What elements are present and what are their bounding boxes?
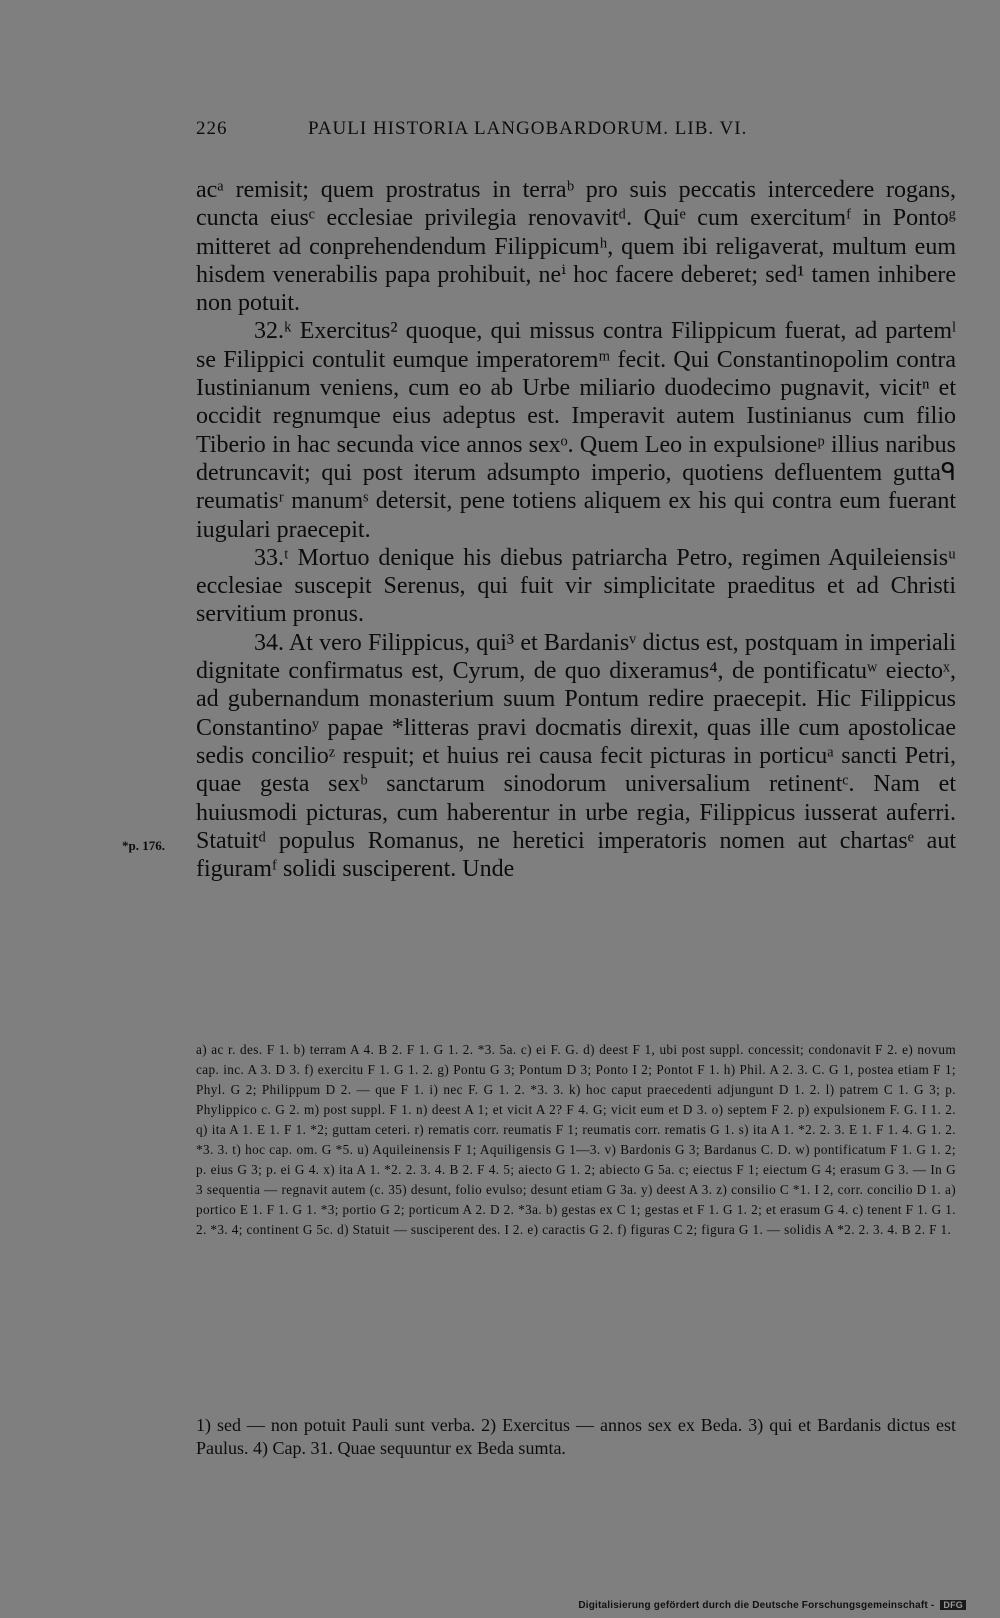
notes-text: 1) sed — non potuit Pauli sunt verba. 2) Exercitus — annos sex ex Beda. 3) qui et Bardanis dictus est Paulus. 4) Cap. 31. Quae sequuntur ex Beda sumta. — [196, 1415, 956, 1458]
running-title: PAULI HISTORIA LANGOBARDORUM. LIB. VI. — [308, 118, 748, 139]
dfg-logo: DFG — [940, 1600, 966, 1610]
paragraph-32: 32.ᵏ Exercitus² quoque, qui missus contra Filippicum fuerat, ad partemˡ se Filippici contulit eumque imperatoremᵐ fecit. Qui Constantinopolim contra Iustinianum veniens, cum eo ab Urbe miliario duodecimo pugnavit, vicitⁿ et occidit regnumque eius adeptus est. Imperavit autem Iustinianus cum filio Tiberio in hac secunda vice annos sexᵒ. Quem Leo in expulsioneᵖ illius naribus detruncavit; qui post iterum adsumpto imperio, quotiens defluentem guttaᑫ reumatisʳ manumˢ detersit, pene totiens aliquem ex his qui contra eum fuerant iugulari praecepit. — [196, 318, 956, 543]
margin-page-reference: *p. 176. — [122, 838, 165, 853]
apparatus-text: a) ac r. des. F 1. b) terram A 4. B 2. F 1. G 1. 2. *3. 5a. c) ei F. G. d) deest F 1, ubi post suppl. concessit; condonavit F 2. e) novum cap. inc. A 3. D 3. f) exercitu F 1. G 1. 2. g) Pontu G 3; Pontum D 3; Ponto I 2; Pontot F 1. h) Phil. A 2. 3. C. G 1, postea etiam F 1; Phyl. G 2; Philippum D 2. — que F 1. i) nec F. G 1. 2. *3. 3. k) hoc caput praecedenti adjungunt D 1. 2. l) patrem C 1. G 3; p. Phylippico c. G 2. m) post suppl. F 1. n) deest A 1; et vicit A 2? F 4. G; vicit eum et D 3. o) septem F 2. p) expulsionem F. G. I 1. 2. q) ita A 1. E 1. F 1. *2; guttam ceteri. r) rematis corr. reumatis F 1; reumatis corr. rematis G 1. s) ita A 1. *2. 2. 3. E 1. F 1. 4. G 1. 2. *3. 3. t) hoc cap. om. G *5. u) Aquileinensis F 1; Aquiligensis G 1—3. v) Bardonis G 3; Bardanus C. D. w) pontificatum F 1. G 1. 2; p. eius G 3; p. ei G 4. x) ita A 1. *2. 2. 3. 4. B 2. F 4. 5; aiecto G 1. 2; abiecto G 5a. c; eiectus F 1; eiectum G 4; erasum G 3. — In G 3 sequentia — regnavit autem (c. 35) desunt, folio evulso; desunt etiam G 3a. y) deest A 3. z) consilio C *1. I 2, corr. concilio D 1. a) portico E 1. F 1. G 1. *3; portio G 2; porticum A 2. D 2. *3a. b) gestas ex C 1; gestas et F 1. G 1. 2; et erasum G 4. c) tenent F 1. G 1. 2. *3. 4; continent G 5c. d) Statuit — susciperent des. I 2. e) caractis G 2. f) figuras C 2; figura G 1. — solidis A *2. 2. 3. 4. B 2. F 1. — [196, 1042, 956, 1238]
source-notes — [196, 1414, 956, 1460]
paragraph-33: 33.ᵗ Mortuo denique his diebus patriarcha Petro, regimen Aquileiensisᵘ ecclesiae suscepit Serenus, qui fuit vir simplicitate praeditus et ad Christi servitium pronus. — [196, 544, 956, 628]
paragraph-34: 34. At vero Filippicus, qui³ et Bardanisᵛ dictus est, postquam in imperiali dignitate confirmatus est, Cyrum, de quo dixeramus⁴, de pontificatuʷ eiectoˣ, ad gubernandum monasterium suum Pontum redire praecepit. Hic Filippicus Constantinoʸ papae *litteras pravi docmatis direxit, quas ille cum apostolicae sedis concilioᶻ respuit; et huius rei causa fecit picturas in porticuᵃ sancti Petri, quae gesta sexᵇ sanctarum sinodorum universalium retinentᶜ. Nam et huiusmodi picturas, cum haberentur in urbe regia, Filippicus iusserat auferri. Statuitᵈ populus Romanus, ne heretici imperatoris nomen aut chartasᵉ aut figuramᶠ solidi susciperent. Unde — [196, 629, 956, 883]
paragraph-31-end: acᵃ remisit; quem prostratus in terraᵇ pro suis peccatis intercedere rogans, cuncta eiusᶜ ecclesiae privilegia renovavitᵈ. Quiᵉ cum exercitumᶠ in Pontoᵍ mitteret ad conprehendendum Filippicumʰ, quem ibi religaverat, multum eum hisdem venerabilis papa prohibuit, neⁱ hoc facere deberet; sed¹ tamen inhibere non potuit. — [196, 177, 956, 317]
page-number: 226 — [196, 118, 228, 139]
main-text — [196, 176, 956, 883]
critical-apparatus — [196, 1040, 956, 1240]
credit-text: Digitalisierung gefördert durch die Deutsche Forschungsgemeinschaft - — [578, 1600, 935, 1611]
digitization-credit — [578, 1600, 966, 1611]
